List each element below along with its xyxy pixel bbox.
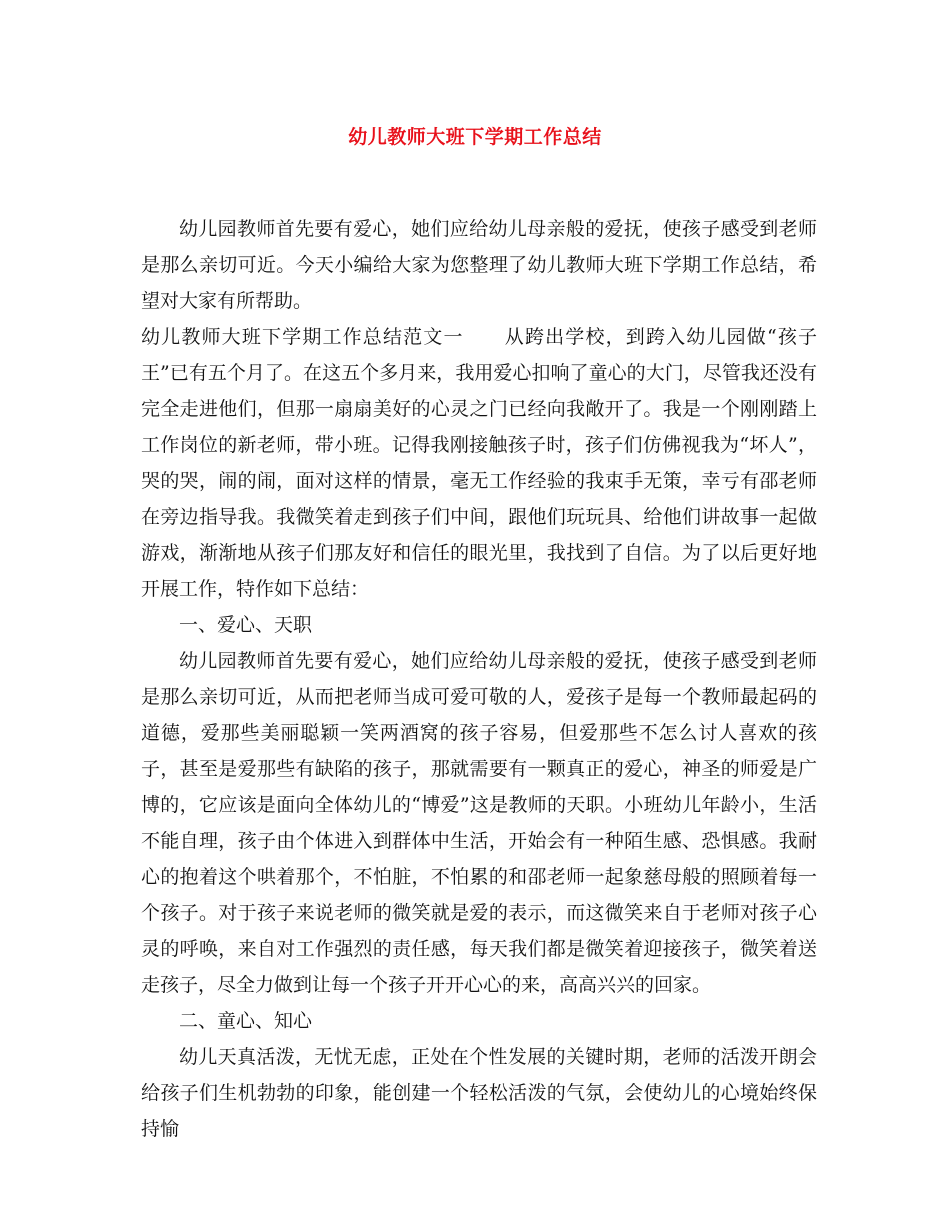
document-body [141,211,817,1147]
section1-heading: 一、爱心、天职 [179,614,313,636]
sample-opening-text: 从跨出学校，到跨入幼儿园做“孩子王”已有五个月了。在这五个多月来，我用爱心扣响了童心的大门，尽管我还没有完全走进他们，但那一扇扇美好的心灵之门已经向我敞开了。我是一个刚刚踏上工作岗位的新老师，带小班。记得我刚接触孩子时，孩子们仿佛视我为“坏人”，哭的哭，闹的闹，面对这样的情景，毫无工作经验的我束手无策，幸亏有邵老师在旁边指导我。我微笑着走到孩子们中间，跟他们玩玩具、给他们讲故事一起做游戏，渐渐地从孩子们那友好和信任的眼光里，我找到了自信。为了以后更好地开展工作，特作如下总结： [141,326,817,600]
document-title: 幼儿教师大班下学期工作总结 [348,126,602,148]
sample-heading: 幼儿教师大班下学期工作总结范文一 [141,326,464,348]
section2-paragraph: 幼儿天真活泼，无忧无虑，正处在个性发展的关键时期，老师的活泼开朗会给孩子们生机勃勃的印象，能创建一个轻松活泼的气氛，会使幼儿的心境始终保持愉 [141,1046,817,1140]
section1-paragraph: 幼儿园教师首先要有爱心，她们应给幼儿母亲般的爱抚，使孩子感受到老师是那么亲切可近，从而把老师当成可爱可敬的人，爱孩子是每一个教师最起码的道德，爱那些美丽聪颖一笑两酒窝的孩子容易，但爱那些不怎么讨人喜欢的孩子，甚至是爱那些有缺陷的孩子，那就需要有一颗真正的爱心，神圣的师爱是广博的，它应该是面向全体幼儿的“博爱”这是教师的天职。小班幼儿年龄小，生活不能自理，孩子由个体进入到群体中生活，开始会有一种陌生感、恐惧感。我耐心的抱着这个哄着那个，不怕脏，不怕累的和邵老师一起象慈母般的照顾着每一个孩子。对于孩子来说老师的微笑就是爱的表示，而这微笑来自于老师对孩子心灵的呼唤，来自对工作强烈的责任感，每天我们都是微笑着迎接孩子，微笑着送走孩子，尽全力做到让每一个孩子开开心心的来，高高兴兴的回家。 [141,650,817,996]
intro-paragraph: 幼儿园教师首先要有爱心，她们应给幼儿母亲般的爱抚，使孩子感受到老师是那么亲切可近。今天小编给大家为您整理了幼儿教师大班下学期工作总结，希望对大家有所帮助。 [141,218,817,312]
sample-paragraph [141,319,817,607]
section2-heading: 二、童心、知心 [179,1010,313,1032]
